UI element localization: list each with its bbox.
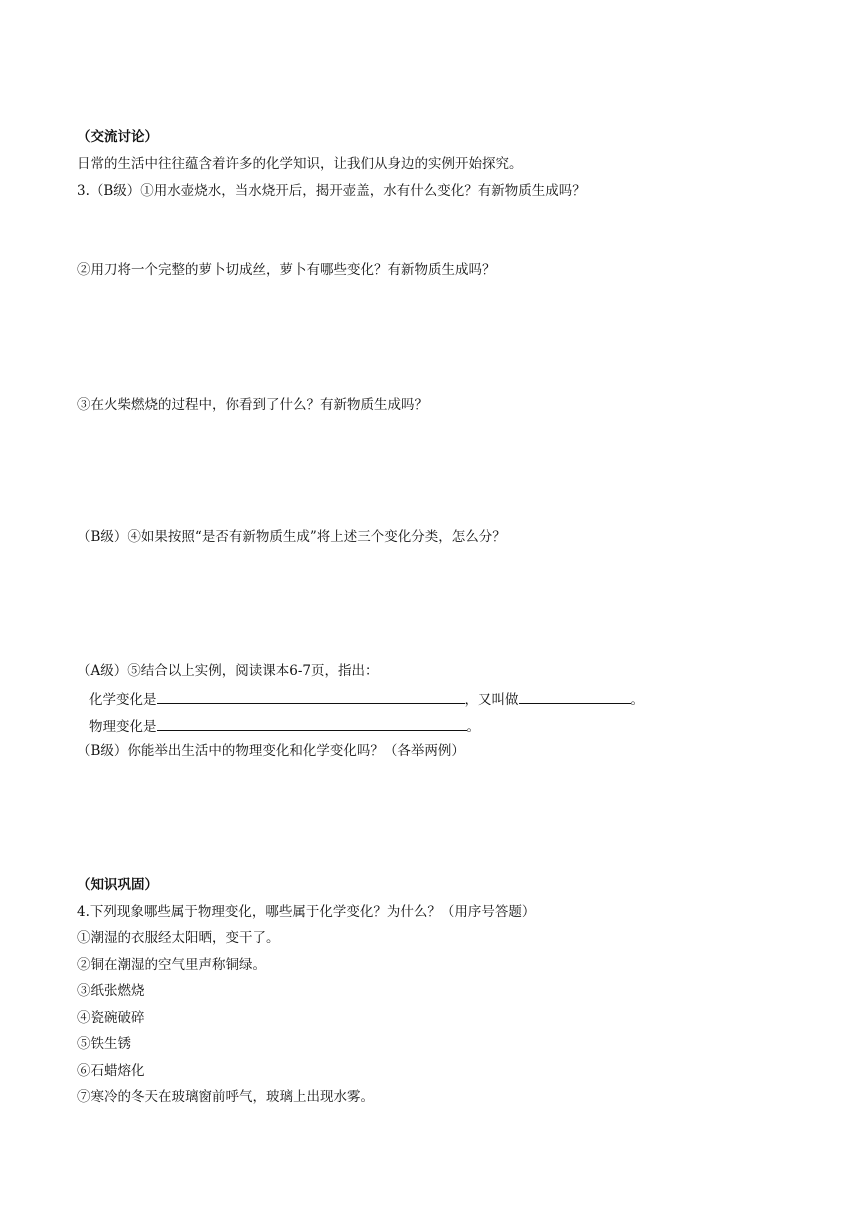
question-4: 4.下列现象哪些属于物理变化，哪些属于化学变化？为什么？（用序号答题） [77,904,536,920]
question-3-part-4: （B级）④如果按照“是否有新物质生成”将上述三个变化分类，怎么分？ [77,529,506,545]
discussion-intro: 日常的生活中往往蕴含着许多的化学知识，让我们从身边的实例开始探究。 [77,156,523,172]
question-3-part-3: ③在火柴燃烧的过程中，你看到了什么？有新物质生成吗？ [77,397,428,413]
chemical-change-also-called: ，又叫做 [464,692,519,708]
question-3-part-1: 3.（B级）①用水壶烧水，当水烧开后，揭开壶盖，水有什么变化？有新物质生成吗？ [77,183,586,199]
list-item: ⑦寒冷的冬天在玻璃窗前呼气，玻璃上出现水雾。 [77,1089,374,1105]
list-item: ⑥石蜡熔化 [77,1063,145,1079]
chemical-change-blank[interactable] [157,689,465,704]
question-3-part-6: （B级）你能举出生活中的物理变化和化学变化吗？（各举两例） [77,743,465,759]
physical-change-blank[interactable] [157,716,467,731]
question-3-part-2: ②用刀将一个完整的萝卜切成丝，萝卜有哪些变化？有新物质生成吗？ [77,262,496,278]
period: 。 [630,692,644,708]
question-3-part-5: （A级）⑤结合以上实例，阅读课本6-7页，指出： [77,663,379,679]
list-item: ③纸张燃烧 [77,983,145,999]
period: 。 [466,719,480,735]
chemical-change-definition [89,689,644,709]
physical-change-label: 物理变化是 [89,719,157,735]
list-item: ①潮湿的衣服经太阳晒，变干了。 [77,930,280,946]
list-item: ②铜在潮湿的空气里声称铜绿。 [77,957,266,973]
chemical-change-alias-blank[interactable] [519,689,631,704]
discussion-heading: （交流讨论） [77,129,158,145]
chemical-change-label: 化学变化是 [89,692,157,708]
consolidation-heading: （知识巩固） [77,877,158,893]
list-item: ⑤铁生锈 [77,1036,131,1052]
list-item: ④瓷碗破碎 [77,1010,145,1026]
physical-change-definition [89,716,480,736]
